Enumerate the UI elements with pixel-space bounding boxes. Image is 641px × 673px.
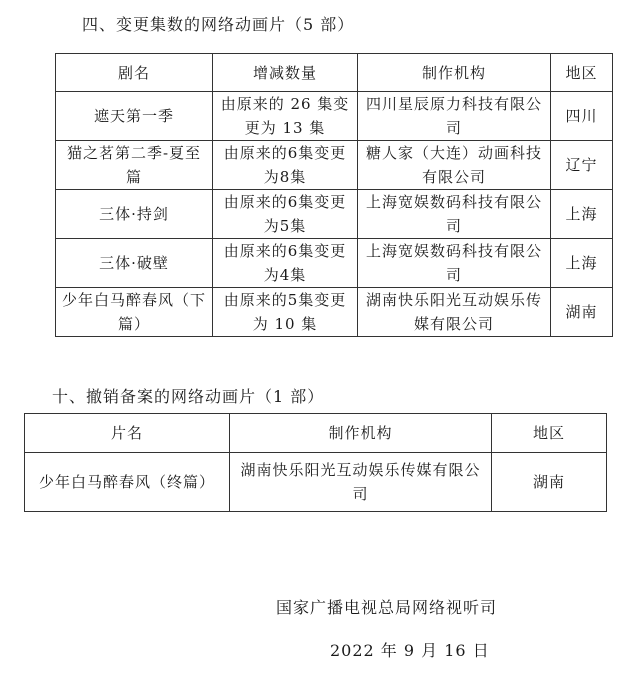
cell-org: 四川星辰原力科技有限公司 <box>358 92 551 141</box>
cell-region: 辽宁 <box>551 141 613 190</box>
cell-title: 遮天第一季 <box>56 92 213 141</box>
cell-title: 少年白马醉春风（终篇） <box>25 453 230 512</box>
table-header-row <box>56 54 613 92</box>
revoked-filings-table <box>24 413 607 512</box>
signature-date: 2022 年 9 月 16 日 <box>330 641 490 660</box>
cell-org: 糖人家（大连）动画科技有限公司 <box>358 141 551 190</box>
table-row <box>56 141 613 190</box>
cell-title: 三体·持剑 <box>56 190 213 239</box>
cell-region: 湖南 <box>492 453 607 512</box>
cell-region: 上海 <box>551 239 613 288</box>
cell-org: 上海宽娱数码科技有限公司 <box>358 239 551 288</box>
cell-change: 由原来的6集变更为5集 <box>213 190 358 239</box>
change-episodes-table <box>55 53 613 337</box>
cell-region: 上海 <box>551 190 613 239</box>
cell-change: 由原来的6集变更为4集 <box>213 239 358 288</box>
cell-change: 由原来的5集变更为 10 集 <box>213 288 358 337</box>
cell-org: 湖南快乐阳光互动娱乐传媒有限公司 <box>230 453 492 512</box>
column-header-region: 地区 <box>551 54 613 92</box>
column-header-org: 制作机构 <box>230 414 492 453</box>
cell-org: 上海宽娱数码科技有限公司 <box>358 190 551 239</box>
table-row <box>56 288 613 337</box>
cell-title: 三体·破壁 <box>56 239 213 288</box>
signature-organization: 国家广播电视总局网络视听司 <box>276 598 498 617</box>
table-row <box>25 453 607 512</box>
cell-title: 少年白马醉春风（下篇） <box>56 288 213 337</box>
table-row <box>56 239 613 288</box>
column-header-title: 片名 <box>25 414 230 453</box>
column-header-title: 剧名 <box>56 54 213 92</box>
cell-change: 由原来的6集变更为8集 <box>213 141 358 190</box>
cell-region: 湖南 <box>551 288 613 337</box>
column-header-change: 增减数量 <box>213 54 358 92</box>
table-row <box>56 190 613 239</box>
cell-change: 由原来的 26 集变更为 13 集 <box>213 92 358 141</box>
section-title-change-episodes: 四、变更集数的网络动画片（5 部） <box>82 15 355 34</box>
column-header-org: 制作机构 <box>358 54 551 92</box>
table-row <box>56 92 613 141</box>
cell-region: 四川 <box>551 92 613 141</box>
table-header-row <box>25 414 607 453</box>
cell-org: 湖南快乐阳光互动娱乐传媒有限公司 <box>358 288 551 337</box>
column-header-region: 地区 <box>492 414 607 453</box>
section-title-revoked-filings: 十、撤销备案的网络动画片（1 部） <box>52 387 325 406</box>
cell-title: 猫之茗第二季-夏至篇 <box>56 141 213 190</box>
